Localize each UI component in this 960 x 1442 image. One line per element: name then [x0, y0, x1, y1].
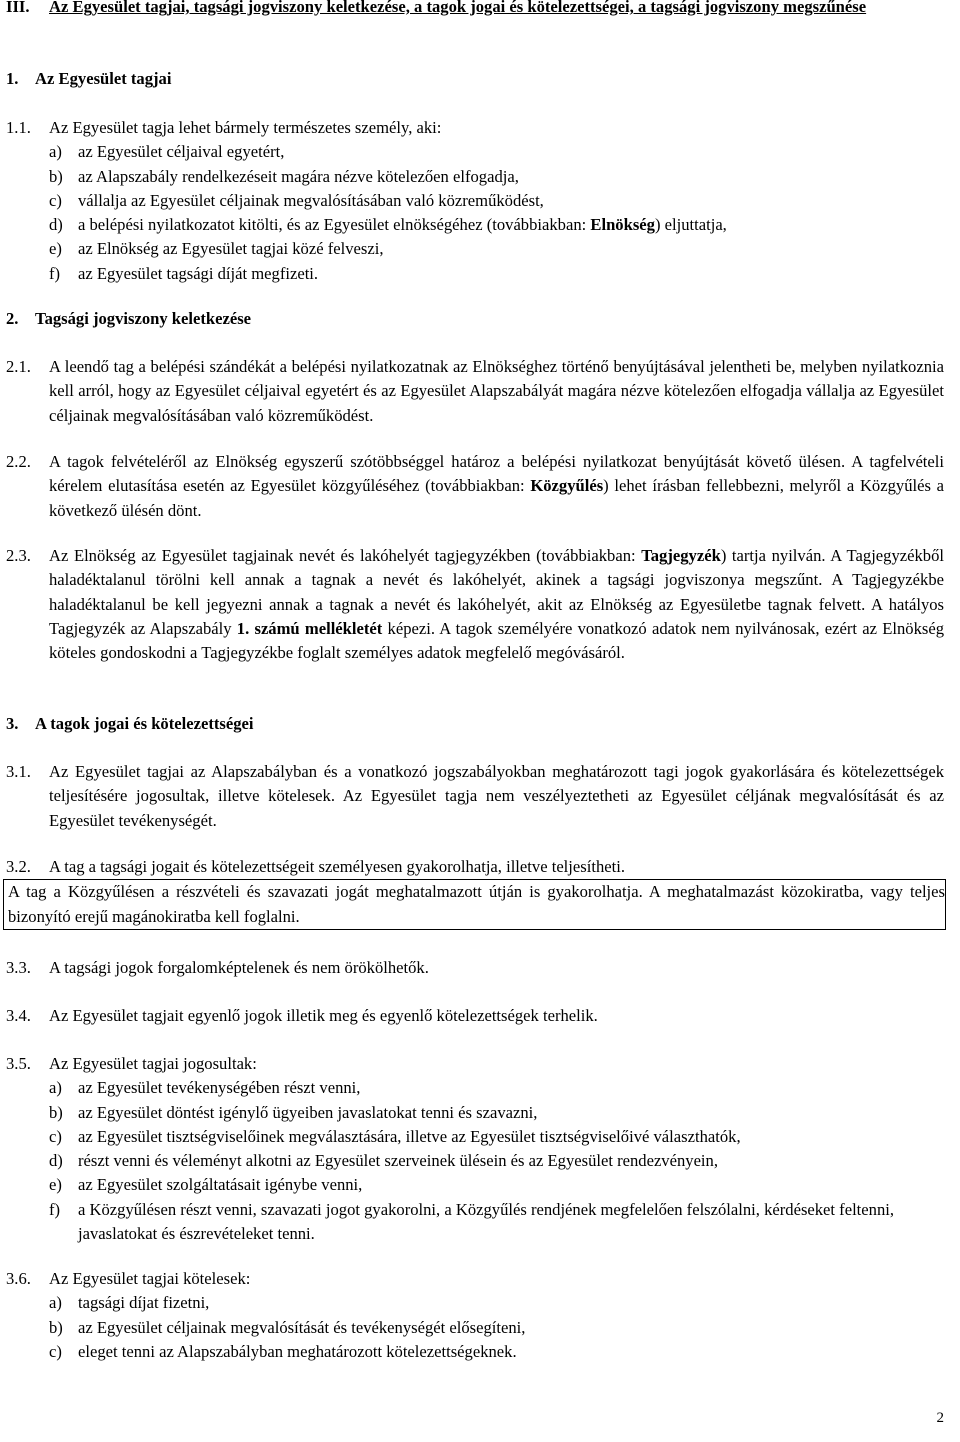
paragraph-text: A tagok felvételéről az Elnökség egyszerű szótöbbséggel határoz a belépési nyilatkozat benyújtását követő ülésen. A tagfelvételi kérelem elutasítása esetén az Egyesület közgyűléséhez (továbbiakban: Közgyűlés) lehet írásban fellebbezni, melyről a Közgyűlés a következő ülésén dönt.: [49, 452, 944, 520]
list-item: e) az Egyesület szolgáltatásait igénybe venni,: [49, 1175, 363, 1195]
paragraph-text: Az Egyesület tagjai az Alapszabályban és a vonatkozó jogszabályokban meghatározott tagi jogok gyakorlására és kötelezettségek teljesítésére jogosultak, illetve kötelesek. Az Egyesület tagja nem veszélyeztetheti az Egyesület céljának megvalósítását és az Egyesület tevékenységét.: [49, 762, 944, 830]
list-item: e) az Elnökség az Egyesület tagjai közé felveszi,: [49, 239, 384, 259]
paragraph-1-1: [6, 116, 944, 286]
list-item: a) az Egyesület céljaival egyetért,: [49, 142, 285, 162]
paragraph-3-4: [6, 1004, 944, 1028]
paragraph-2-1: [6, 355, 944, 428]
paragraph-number: 3.6.: [6, 1269, 31, 1288]
list-item: a) tagsági díjat fizetni,: [49, 1293, 210, 1313]
paragraph-number: 2.1.: [6, 357, 31, 376]
paragraph-3-3: [6, 956, 944, 980]
paragraph-number: 3.4.: [6, 1006, 31, 1025]
list-item: d) részt venni és véleményt alkotni az Egyesület szerveinek ülésein és az Egyesület rendezvényein,: [49, 1151, 718, 1171]
paragraph-intro: Az Egyesület tagjai kötelesek:: [49, 1269, 251, 1288]
page-number: 2: [936, 1410, 944, 1426]
list-item: c) vállalja az Egyesület céljainak megvalósításában való közreműködést,: [49, 190, 544, 210]
paragraph-text: A leendő tag a belépési szándékát a belépési nyilatkozatnak az Elnökséghez történő benyújtásával jelentheti be, melyben nyilatkoznia kell arról, hogy az Egyesület céljaival egyetért és az Egyesület Alapszabályát magára nézve kötelezően elfogadja vállalja az Egyesület céljainak megvalósításában való közreműködést.: [49, 357, 944, 425]
paragraph-intro: Az Egyesület tagjai jogosultak:: [49, 1054, 257, 1073]
paragraph-3-2: [6, 855, 944, 930]
paragraph-number: 3.1.: [6, 762, 31, 781]
boxed-amendment: A tag a Közgyűlésen a részvételi és szavazati jogát meghatalmazott útján is gyakorolhatja. A meghatalmazást közokiratba, vagy teljes bizonyító erejű magánokiratba kell foglalni.: [3, 879, 946, 930]
paragraph-3-6: [6, 1267, 944, 1364]
paragraph-number: 3.2.: [6, 857, 31, 876]
list-item: b) az Egyesület céljainak megvalósítását és tevékenységét elősegíteni,: [49, 1317, 526, 1337]
paragraph-text: A tagsági jogok forgalomképtelenek és nem örökölhetők.: [49, 958, 429, 977]
chapter-heading: [6, 0, 944, 19]
chapter-number: III.: [6, 0, 30, 16]
paragraph-number: 3.3.: [6, 958, 31, 977]
paragraph-text: A tag a tagsági jogait és kötelezettségeit személyesen gyakorolhatja, illetve teljesítheti.: [49, 857, 625, 876]
paragraph-number: 2.2.: [6, 452, 31, 471]
paragraph-2-3: [6, 544, 944, 665]
list-item: d) a belépési nyilatkozatot kitölti, és az Egyesület elnökségéhez (továbbiakban: Elnökség) eljuttatja,: [49, 215, 727, 235]
paragraph-intro: Az Egyesület tagja lehet bármely természetes személy, aki:: [49, 118, 442, 137]
paragraph-3-1: [6, 760, 944, 833]
section-heading-3: 3. A tagok jogai és kötelezettségei: [6, 714, 254, 733]
list-item: c) eleget tenni az Alapszabályban meghatározott kötelezettségeknek.: [49, 1341, 517, 1361]
paragraph-text: Az Egyesület tagjait egyenlő jogok illetik meg és egyenlő kötelezettségek terhelik.: [49, 1006, 598, 1025]
list-item: a) az Egyesület tevékenységében részt venni,: [49, 1078, 361, 1098]
paragraph-3-5: [6, 1052, 944, 1246]
list-item: f) az Egyesület tagsági díját megfizeti.: [49, 263, 319, 283]
paragraph-text: Az Elnökség az Egyesület tagjainak nevét és lakóhelyét tagjegyzékben (továbbiakban: Tagjegyzék) tartja nyilván. A Tagjegyzékből haladéktalanul törölni kell annak a tagnak a nevét és lakóhelyét, akinek a tagsági jogviszonya megszűnt. A Tagjegyzékbe haladéktalanul be kell jegyezni annak a tagnak a nevét és lakóhelyét, akit az Elnökség az Egyesületbe tagnak felvett. A hatályos Tagjegyzék az Alapszabály 1. számú mellékletét képezi. A tagok személyére vonatkozó adatok nem nyilvánosak, ezért az Elnökség köteles gondoskodni a Tagjegyzékbe foglalt személyes adatok megfelelő megóvásáról.: [49, 546, 945, 663]
paragraph-number: 1.1.: [6, 118, 31, 137]
paragraph-number: 2.3.: [6, 546, 31, 565]
paragraph-number: 3.5.: [6, 1054, 31, 1073]
paragraph-2-2: [6, 450, 944, 523]
list-item: b) az Egyesület döntést igénylő ügyeiben javaslatokat tenni és szavazni,: [49, 1102, 538, 1122]
list-item: c) az Egyesület tisztségviselőinek megválasztására, illetve az Egyesület tisztségviselőivé választhatók,: [49, 1126, 741, 1146]
list-item: f) a Közgyűlésen részt venni, szavazati jogot gyakorolni, a Közgyűlés rendjének megfelelően felszólalni, kérdéseket feltenni, javaslatokat és észrevételeket tenni.: [49, 1199, 895, 1244]
section-heading-2: 2. Tagsági jogviszony keletkezése: [6, 309, 252, 328]
list-item: b) az Alapszabály rendelkezéseit magára nézve kötelezően elfogadja,: [49, 166, 519, 186]
chapter-title: Az Egyesület tagjai, tagsági jogviszony keletkezése, a tagok jogai és kötelezettségei, a tagsági jogviszony megszűnése: [49, 0, 867, 16]
section-heading-1: 1. Az Egyesület tagjai: [6, 69, 172, 88]
